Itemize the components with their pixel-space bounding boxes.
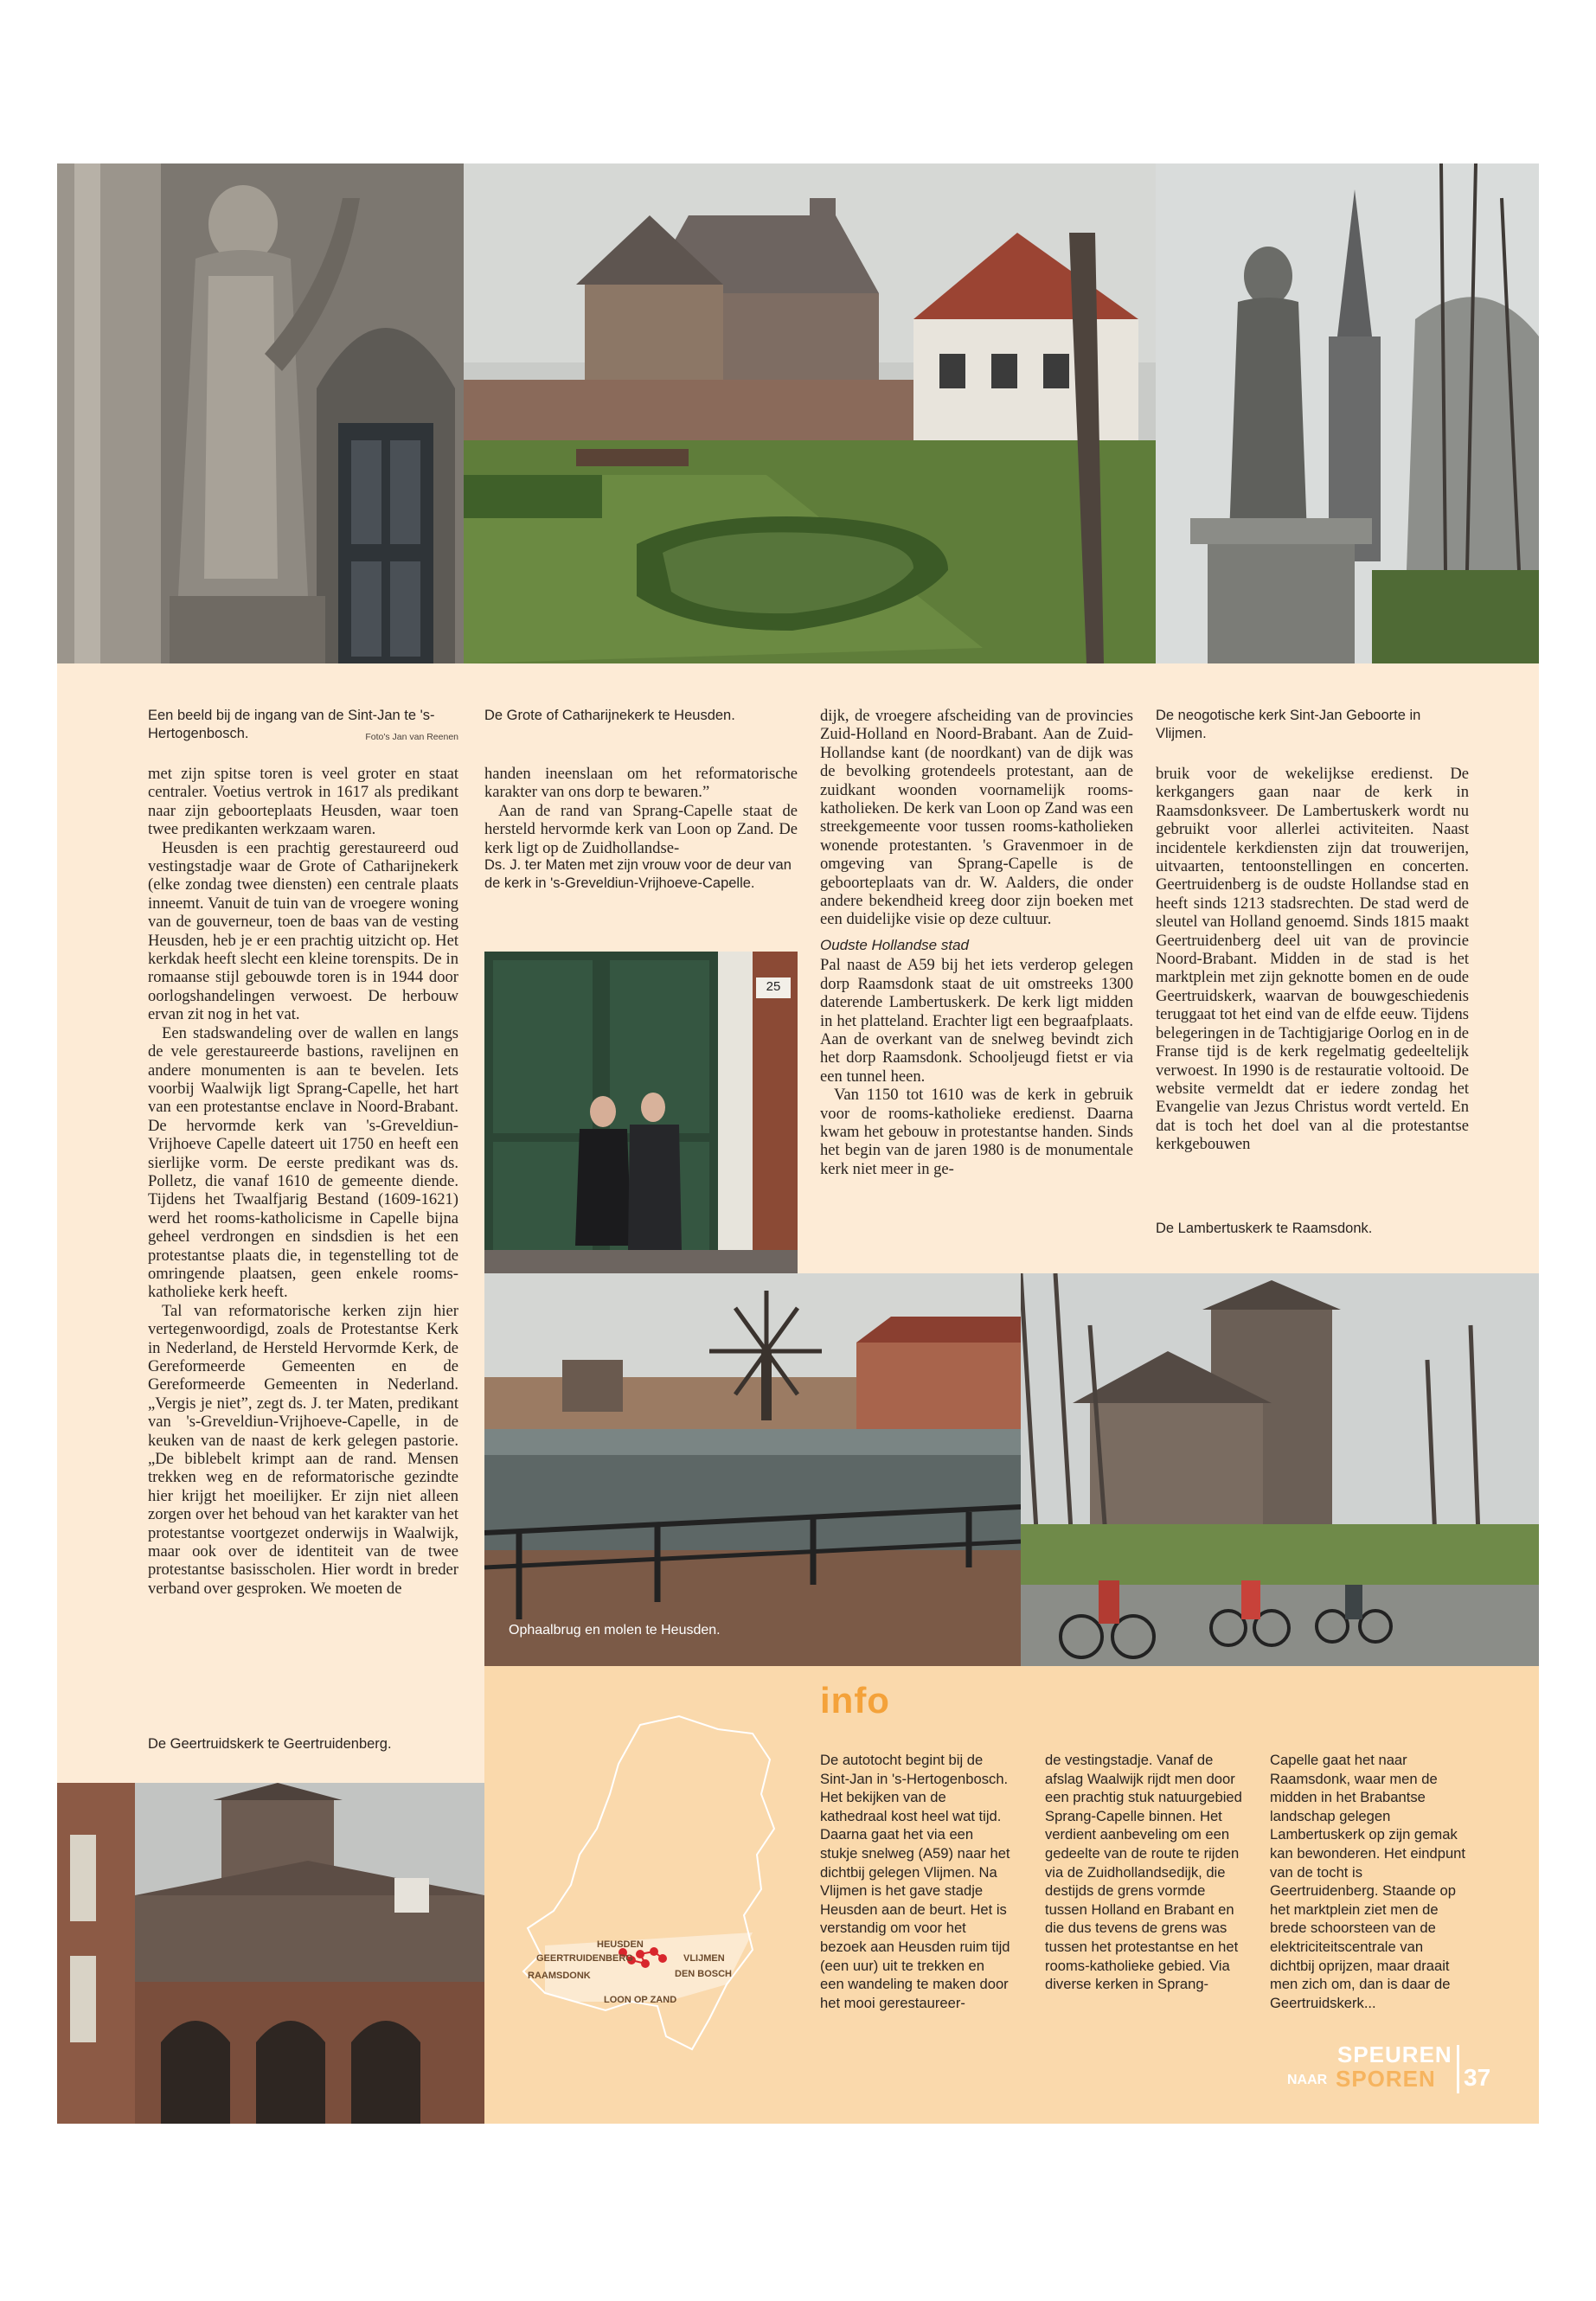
info-column-2: de vestingstadje. Vanaf de afslag Waalwijk rijdt men door een prachtig stuk natuurgebied Sprang-Capelle binnen. Het verdient aanbeveling om een gedeelte van de route te rijden via de Zuidhollandsedijk, die destijds de grens vormde tussen Holland en Brabant en die dus tevens de grens was tussen het protestantse en het rooms-katholieke gebied. Via diverse kerken in Sprang-: [1045, 1752, 1242, 1993]
info-box: [484, 1666, 1539, 2124]
column-1-paragraph: Tal van reformatorische kerken zijn hier vertegenwoordigd, zoals de Protestantse Kerk in Nederland, de Hersteld Hervormde Kerk, de Gereformeerde Gemeenten en de Gereformeerde Gemeenten in Nederland. „Vergis je niet”, zegt ds. J. ter Maten, predikant van 's-Greveldiun-Vrijhoeve-Capelle, in de keuken van de naast de kerk gelegen pastorie. „De biblebelt krimpt aan de rand. Mensen trekken weg en de reformatorische gezindte hier krijgt het moeilijker. Er zijn niet alleen zorgen over het behoud van het karakter van het protestantse voortgezet onderwijs in Waalwijk, maar ook over de identiteit van de twee protestantse basisscholen. Hier wordt in breder verband over gesproken. We moeten de: [148, 1301, 458, 1598]
brabant-region: [545, 1932, 753, 2002]
article-column-2: [484, 765, 798, 857]
logo-speuren: SPEUREN: [1337, 2041, 1452, 2067]
column-1-paragraph: Een stadswandeling over de wallen en langs de vele gerestaureerde bastions, ravelijnen en andere monumenten is aan te bevelen. Iets voorbij Waalwijk ligt Sprang-Capelle, het hart van een protestantse enclave in Noord-Brabant. De hervormde kerk van 's-Greveldiun-Vrijhoeve Capelle dateert uit 1750 en heeft een sierlijke vorm. De eerste predikant was ds. Polletz, die vanaf 1610 de gemeente diende. Tijdens het Twaalfjarig Bestand (1609-1621) werd het rooms-katholicisme in Capelle bijna geheel verdrongen en sindsdien is het een protestantse plaats die, in tegenstelling tot de omringende plaatsen, geen enkele rooms-katholieke kerk heeft.: [148, 1023, 458, 1302]
caption-geertruidskerk: De Geertruidskerk te Geertruidenberg.: [148, 1736, 392, 1752]
column-3-paragraph: Van 1150 tot 1610 was de kerk in gebruik voor de rooms-katholieke eredienst. Daarna kwam het gebouw in protestantse handen. Sinds het begin van de jaren 1980 is de monumentale kerk niet meer in ge-: [820, 1086, 1133, 1178]
map-label-vlijmen: VLIJMEN: [683, 1953, 725, 1964]
caption-ophaalbrug: Ophaalbrug en molen te Heusden.: [509, 1623, 721, 1638]
page-number: 37: [1464, 2064, 1491, 2091]
info-column-3: Capelle gaat het naar Raamsdonk, waar men de midden in het Brabantse landschap gelegen Lambertuskerk op zijn gemak kan bewonderen. Het eindpunt van de tocht is Geertruidenberg. Staande op het marktplein ziet men de brede schoorsteen van de elektriciteitscentrale van dichtbij oprijzen, maar draait men zich om, dan is daar de Geertruidskerk...: [1270, 1752, 1466, 2011]
info-heading: info: [820, 1680, 890, 1721]
photo-credit: Foto's Jan van Reenen: [365, 732, 458, 742]
logo-divider: [1457, 2045, 1459, 2093]
map-label-geertruidenberg: GEERTRUIDENBERG: [536, 1953, 633, 1964]
map-label-den-bosch: DEN BOSCH: [675, 1969, 733, 1979]
column-4-paragraph: bruik voor de wekelijkse eredienst. De kerkgangers gaan naar de kerk in Raamsdonksveer. De Lambertuskerk wordt nu gebruikt voor allerlei activiteiten. Naast incidentele kerkdiensten zijn dat trouwerijen, uitvaarten, tentoonstellingen en concerten. Geertruidenberg is de oudste Hollandse stad en heeft sinds 1213 stadsrechten. De stad werd de sleutel van Holland genoemd. Sinds 1815 maakt Geertruidenberg deel uit van de provincie Noord-Brabant. Midden in de stad is het marktplein met zijn geknotte bomen en de oude Geertruidskerk, waarvan de bouwgeschiedenis teruggaat tot het eind van de elfde eeuw. Tijdens belegeringen in de Tachtigjarige Oorlog en in de Franse tijd is de kerk regelmatig gedeeltelijk verwoest. In 1990 is de restauratie voltooid. De website vermeldt dat er iedere zondag het Evangelie van Jezus Christus wordt verteld. En dat is toch het doel van al die protestantse kerkgebouwen: [1156, 765, 1469, 1154]
subheading-oudste-hollandse-stad: Oudste Hollandse stad: [820, 936, 969, 953]
article-column-1: [148, 765, 458, 1598]
info-column-1: De autotocht begint bij de Sint-Jan in 's-Hertogenbosch. Het bekijken van de kathedraal kost heel wat tijd. Daarna gaat het via een stukje snelweg (A59) naar het dichtbij gelegen Vlijmen. Na Vlijmen is het gave stadje Heusden aan de beurt. Het is verstandig om voor het bezoek aan Heusden ruim tijd (een uur) uit te trekken en een wandeling te maken door het mooi gerestaureer-: [820, 1752, 1010, 2011]
caption-lambertuskerk: De Lambertuskerk te Raamsdonk.: [1156, 1221, 1373, 1236]
photo-ophaalbrug-molen: [484, 1273, 1021, 1666]
photo-ter-maten-couple: [484, 952, 798, 1273]
column-1-paragraph: met zijn spitse toren is veel groter en staat centraler. Voetius vertrok in 1617 als predikant naar zijn geboorteplaats Heusden, waar toen twee predikanten werkzaam waren.: [148, 765, 458, 839]
article-column-3: [820, 707, 1133, 1178]
photo-vlijmen-church: [1156, 163, 1539, 663]
caption-neogotische-kerk: De neogotische kerk Sint-Jan Geboorte in Vlijmen.: [1156, 708, 1421, 741]
photo-sintjan-statue: [57, 163, 464, 663]
map-label-raamsdonk: RAAMSDONK: [528, 1971, 591, 1981]
caption-ter-maten: Ds. J. ter Maten met zijn vrouw voor de deur van de kerk in 's-Greveldiun-Vrijhoeve-Capelle.: [484, 857, 792, 891]
map-label-loon-op-zand: LOON OP ZAND: [604, 1995, 677, 2005]
map-label-heusden: HEUSDEN: [597, 1939, 644, 1950]
column-3-paragraph: dijk, de vroegere afscheiding van de provincies Zuid-Holland en Noord-Brabant. Aan de Zuid-Hollandse kant (de noordkant) van de dijk was de bevolking grotendeels protestant, aan de zuidkant woonden voornamelijk rooms-katholieken. De kerk van Loon op Zand was een streekgemeente voor tussen rooms-katholieken wonende protestanten. 's Gravenmoer in de omgeving van Sprang-Capelle is de geboorteplaats van dr. W. Aalders, die onder andere bekendheid kreeg door zijn boeken met een duidelijke visie op deze cultuur.: [820, 707, 1133, 929]
speuren-naar-sporen-logo: [1287, 2041, 1529, 2111]
column-2-paragraph: Aan de rand van Sprang-Capelle staat de hersteld hervormde kerk van Loon op Zand. De kerk ligt op de Zuidhollandse-: [484, 801, 798, 857]
caption-catharijnekerk: De Grote of Catharijnekerk te Heusden.: [484, 708, 735, 723]
house-number-plate: 25: [766, 979, 781, 994]
column-3-paragraph: Pal naast de A59 bij het iets verderop gelegen dorp Raamsdonk staat de uit omstreeks 1300 daterende Lambertuskerk. De kerk ligt midden in het platteland. Erachter ligt een begraafplaats. Aan de overkant van de snelweg bevindt zich het dorp Raamsdonk. Schooljeugd fietst er via een tunnel heen.: [820, 956, 1133, 1086]
logo-sporen: SPOREN: [1336, 2066, 1436, 2092]
article-column-4: [1156, 765, 1469, 1154]
caption-sintjan-text: Een beeld bij de ingang van de Sint-Jan te 's-Hertogenbosch.: [148, 708, 435, 741]
photo-heusden-garden: [464, 163, 1156, 663]
column-1-paragraph: Heusden is een prachtig gerestaureerd oud vestingstadje waar de Grote of Catharijnekerk (elke zondag twee diensten) een centrale plaats inneemt. Vanuit de tuin van de vroegere woning van de gouverneur, toen de baas van de vesting Heusden, heb je er een prachtig uitzicht op. Het kerkdak heeft slecht een kleine torenspits. De in romaanse stijl gebouwde toren is in 1944 door oorlogshandelingen verwoest. De herbouw ervan zit nog in het vat.: [148, 838, 458, 1024]
photo-lambertuskerk: [1021, 1273, 1539, 1666]
photo-geertruidskerk: [57, 1783, 484, 2124]
logo-naar: NAAR: [1287, 2073, 1328, 2087]
caption-sintjan: [148, 707, 458, 747]
column-2-paragraph: handen ineenslaan om het reformatorische karakter van ons dorp te bewaren.”: [484, 765, 798, 802]
